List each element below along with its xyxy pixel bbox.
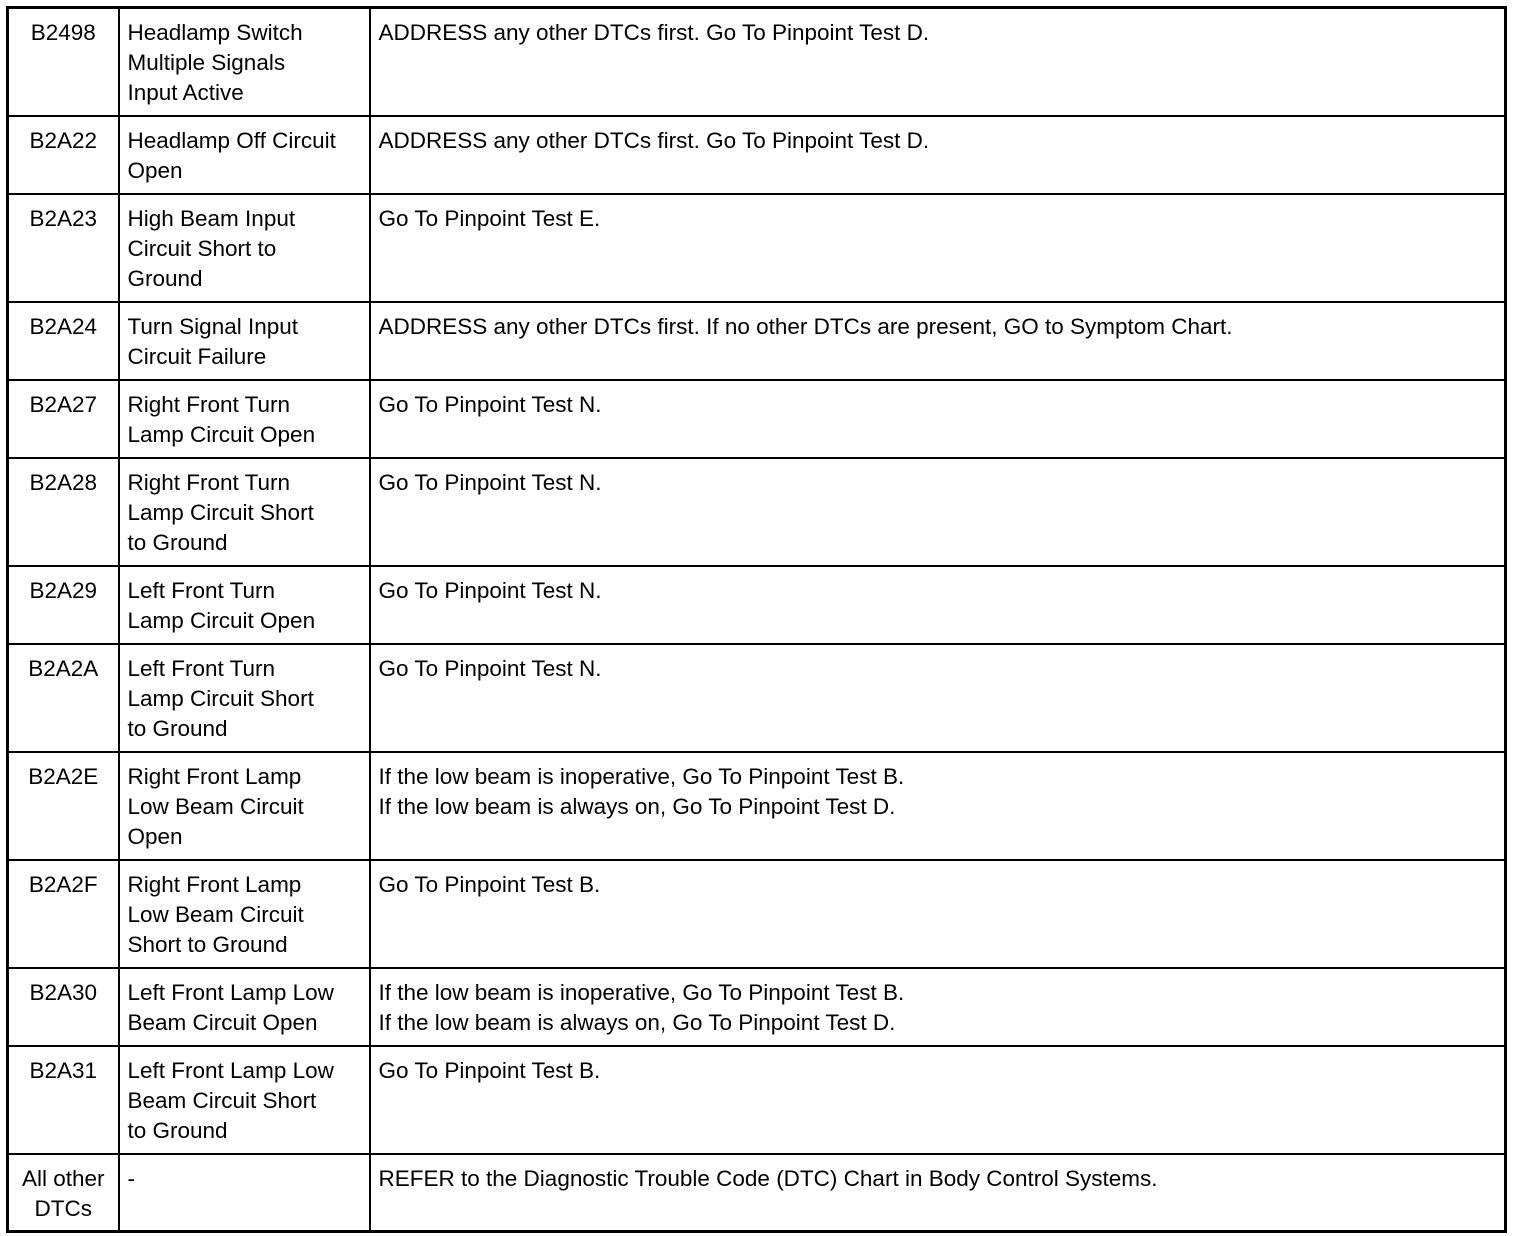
table-row [8,1154,1506,1232]
dtc-table-body [8,8,1506,1232]
dtc-action-cell: ADDRESS any other DTCs first. Go To Pinpoint Test D. [370,116,1506,194]
dtc-action-cell: Go To Pinpoint Test B. [370,860,1506,968]
dtc-action-cell: Go To Pinpoint Test E. [370,194,1506,302]
table-row [8,302,1506,380]
dtc-code-cell: B2A2A [8,644,119,752]
dtc-description-cell: Left Front Turn Lamp Circuit Short to Ground [119,644,370,752]
dtc-code-cell: B2A29 [8,566,119,644]
dtc-description-cell: Right Front Lamp Low Beam Circuit Open [119,752,370,860]
dtc-action-cell: Go To Pinpoint Test N. [370,458,1506,566]
dtc-code-cell: All other DTCs [8,1154,119,1232]
table-row [8,566,1506,644]
dtc-code-cell: B2A24 [8,302,119,380]
dtc-action-cell: ADDRESS any other DTCs first. Go To Pinpoint Test D. [370,8,1506,116]
dtc-code-cell: B2A31 [8,1046,119,1154]
dtc-description-cell: Headlamp Switch Multiple Signals Input Active [119,8,370,116]
table-row [8,860,1506,968]
dtc-description-cell: High Beam Input Circuit Short to Ground [119,194,370,302]
dtc-description-cell: Right Front Lamp Low Beam Circuit Short to Ground [119,860,370,968]
dtc-code-cell: B2498 [8,8,119,116]
dtc-code-cell: B2A22 [8,116,119,194]
dtc-code-cell: B2A23 [8,194,119,302]
table-row [8,194,1506,302]
table-row [8,644,1506,752]
table-row [8,8,1506,116]
dtc-description-cell: Left Front Lamp Low Beam Circuit Open [119,968,370,1046]
dtc-action-cell: Go To Pinpoint Test N. [370,566,1506,644]
dtc-code-cell: B2A2E [8,752,119,860]
dtc-action-cell: Go To Pinpoint Test N. [370,380,1506,458]
table-row [8,752,1506,860]
dtc-description-cell: Left Front Lamp Low Beam Circuit Short to Ground [119,1046,370,1154]
dtc-description-cell: Right Front Turn Lamp Circuit Short to Ground [119,458,370,566]
dtc-code-cell: B2A27 [8,380,119,458]
dtc-code-cell: B2A28 [8,458,119,566]
dtc-action-cell: REFER to the Diagnostic Trouble Code (DTC) Chart in Body Control Systems. [370,1154,1506,1232]
dtc-description-cell: Right Front Turn Lamp Circuit Open [119,380,370,458]
dtc-action-cell: ADDRESS any other DTCs first. If no other DTCs are present, GO to Symptom Chart. [370,302,1506,380]
dtc-description-cell: - [119,1154,370,1232]
dtc-description-cell: Headlamp Off Circuit Open [119,116,370,194]
dtc-action-cell: Go To Pinpoint Test B. [370,1046,1506,1154]
dtc-code-cell: B2A30 [8,968,119,1046]
table-row [8,458,1506,566]
dtc-table [6,6,1507,1233]
table-row [8,968,1506,1046]
table-row [8,380,1506,458]
table-row [8,116,1506,194]
dtc-code-cell: B2A2F [8,860,119,968]
dtc-description-cell: Left Front Turn Lamp Circuit Open [119,566,370,644]
table-row [8,1046,1506,1154]
dtc-description-cell: Turn Signal Input Circuit Failure [119,302,370,380]
dtc-action-cell: If the low beam is inoperative, Go To Pinpoint Test B. If the low beam is always on, Go To Pinpoint Test D. [370,752,1506,860]
dtc-action-cell: If the low beam is inoperative, Go To Pinpoint Test B. If the low beam is always on, Go To Pinpoint Test D. [370,968,1506,1046]
dtc-action-cell: Go To Pinpoint Test N. [370,644,1506,752]
